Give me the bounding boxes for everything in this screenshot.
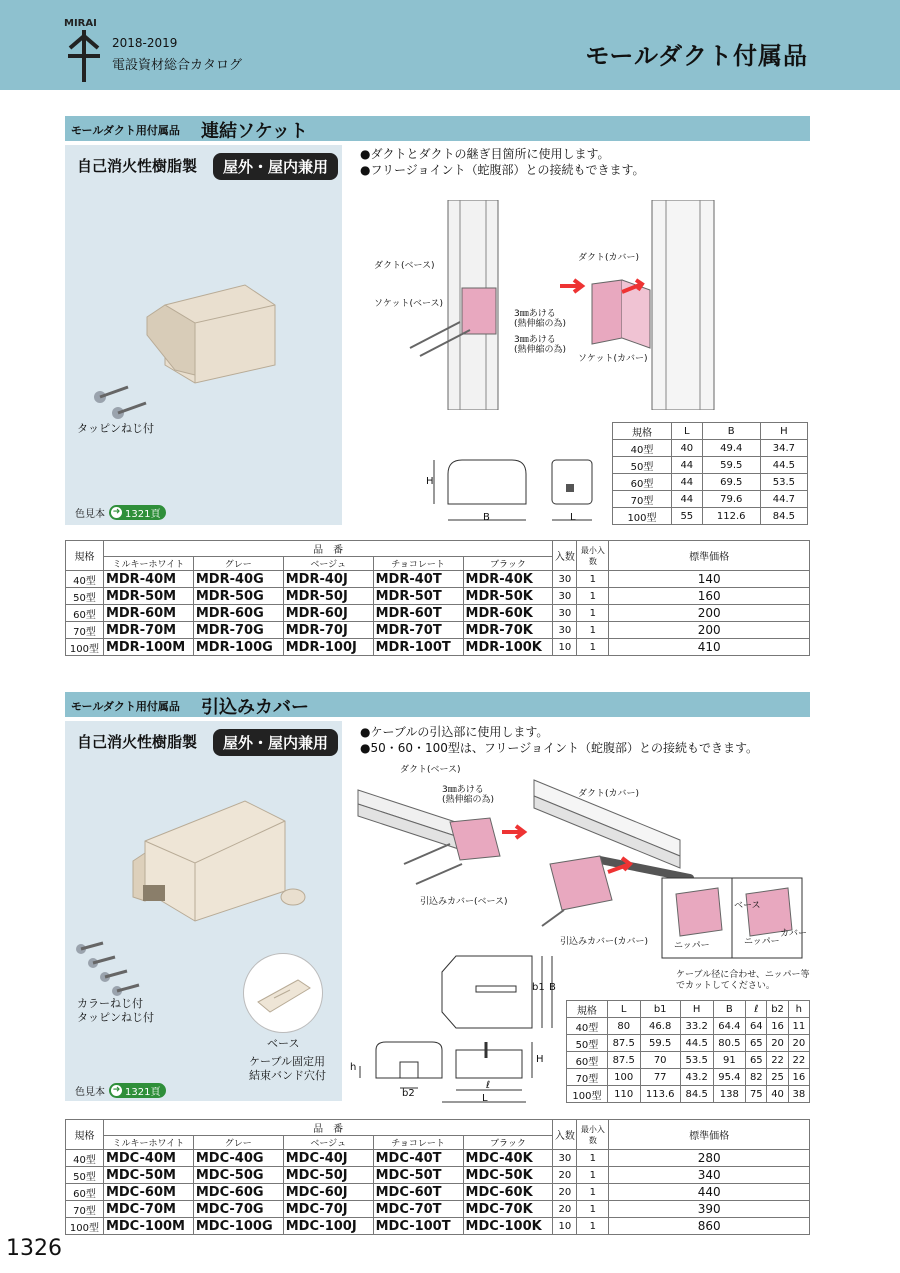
spec-cell: 16 xyxy=(788,1069,809,1086)
spec-cell: 100 xyxy=(607,1069,640,1086)
spec-header: L xyxy=(607,1001,640,1018)
product-code: MDC-100K xyxy=(463,1218,553,1235)
table-row xyxy=(613,474,808,491)
base-note: 結束バンド穴付 xyxy=(249,1069,326,1082)
spec-cell: 70型 xyxy=(567,1069,608,1086)
feature-item: ●50・60・100型は、フリージョイント（蛇腹部）との接続もできます。 xyxy=(360,741,758,755)
feature-list xyxy=(360,146,645,178)
col-min: 最小入数 xyxy=(577,1120,609,1150)
table-row xyxy=(567,1035,810,1052)
screws-image xyxy=(90,383,160,423)
col-size: 規格 xyxy=(66,541,104,571)
spec-cell: 65 xyxy=(746,1052,767,1069)
spec-cell: 25 xyxy=(767,1069,788,1086)
spec-cell: 91 xyxy=(713,1052,746,1069)
spec-cell: 11 xyxy=(788,1018,809,1035)
base-detail-circle xyxy=(243,953,323,1033)
dim-label: H xyxy=(426,476,434,487)
size-cell: 100型 xyxy=(66,1218,104,1235)
price-cell: 280 xyxy=(609,1150,810,1167)
diagram-label: カバー xyxy=(780,929,808,939)
product-code: MDR-40M xyxy=(103,571,193,588)
diagram-label: 引込みカバー(ベース) xyxy=(420,897,508,907)
installation-diagram xyxy=(360,200,760,410)
price-cell: 410 xyxy=(609,639,810,656)
spec-cell: 87.5 xyxy=(607,1052,640,1069)
table-row xyxy=(66,622,810,639)
feature-list xyxy=(360,724,758,756)
spec-header: H xyxy=(760,423,807,440)
product-code: MDC-60K xyxy=(463,1184,553,1201)
diagram-label: ソケット(ベース) xyxy=(374,299,444,309)
diagram-label: ケーブル径に合わせ、ニッパー等 xyxy=(676,970,810,980)
size-cell: 50型 xyxy=(66,588,104,605)
spec-cell: 44.5 xyxy=(760,457,807,474)
price-cell: 200 xyxy=(609,605,810,622)
color-ref-link[interactable] xyxy=(109,505,166,520)
product-code: MDR-100J xyxy=(283,639,373,656)
spec-cell: 95.4 xyxy=(713,1069,746,1086)
color-ref-label: 色見本 xyxy=(75,1087,105,1098)
dim-label: h xyxy=(350,1062,357,1073)
spec-cell: 44 xyxy=(671,474,702,491)
product-code: MDR-70J xyxy=(283,622,373,639)
product-code: MDC-60M xyxy=(103,1184,193,1201)
qty-cell: 20 xyxy=(553,1167,577,1184)
spec-cell: 80.5 xyxy=(713,1035,746,1052)
spec-cell: 113.6 xyxy=(640,1086,680,1103)
price-cell: 440 xyxy=(609,1184,810,1201)
feature-item: ●フリージョイント（蛇腹部）との接続もできます。 xyxy=(360,163,645,177)
price-cell: 390 xyxy=(609,1201,810,1218)
spec-header: 規格 xyxy=(613,423,672,440)
product-photo-panel xyxy=(65,145,342,525)
spec-cell: 60型 xyxy=(567,1052,608,1069)
base-note: ケーブル固定用 xyxy=(249,1055,326,1068)
product-table xyxy=(65,540,810,656)
usage-badge: 屋外・屋内兼用 xyxy=(213,153,338,180)
section-category: モールダクト用付属品 xyxy=(71,700,180,713)
diagram-label: でカットしてください。 xyxy=(676,981,775,991)
product-code: MDR-70M xyxy=(103,622,193,639)
product-code: MDC-100T xyxy=(373,1218,463,1235)
spec-cell: 40 xyxy=(671,440,702,457)
col-color: グレー xyxy=(193,1136,283,1150)
qty-cell: 10 xyxy=(553,639,577,656)
spec-cell: 79.6 xyxy=(702,491,760,508)
diagram-label: (熱伸縮の為) xyxy=(514,345,567,355)
dim-label: b2 xyxy=(402,1088,415,1099)
brand-text: MIRAI xyxy=(64,18,97,29)
min-qty-cell: 1 xyxy=(577,622,609,639)
min-qty-cell: 1 xyxy=(577,1167,609,1184)
material-label: 自己消火性樹脂製 xyxy=(77,157,198,175)
product-code: MDR-60K xyxy=(463,605,553,622)
product-code: MDR-50G xyxy=(193,588,283,605)
product-code: MDR-40T xyxy=(373,571,463,588)
product-code: MDC-60G xyxy=(193,1184,283,1201)
spec-table xyxy=(612,422,808,525)
spec-cell: 22 xyxy=(767,1052,788,1069)
spec-header: b2 xyxy=(767,1001,788,1018)
table-row xyxy=(613,491,808,508)
spec-cell: 59.5 xyxy=(640,1035,680,1052)
col-color: ミルキーホワイト xyxy=(103,1136,193,1150)
product-code: MDC-40G xyxy=(193,1150,283,1167)
col-color: グレー xyxy=(193,557,283,571)
spec-cell: 50型 xyxy=(613,457,672,474)
spec-cell: 75 xyxy=(746,1086,767,1103)
table-row xyxy=(66,1150,810,1167)
feature-item: ●ケーブルの引込部に使用します。 xyxy=(360,725,549,739)
product-code: MDC-40T xyxy=(373,1150,463,1167)
spec-cell: 49.4 xyxy=(702,440,760,457)
table-row xyxy=(66,605,810,622)
table-row xyxy=(567,1069,810,1086)
base-label: ベース xyxy=(267,1037,300,1050)
spec-cell: 40型 xyxy=(567,1018,608,1035)
min-qty-cell: 1 xyxy=(577,1201,609,1218)
spec-header: B xyxy=(702,423,760,440)
table-row xyxy=(66,1218,810,1235)
spec-cell: 100型 xyxy=(567,1086,608,1103)
arrow-right-icon: ➜ xyxy=(112,507,121,517)
col-qty: 入数 xyxy=(553,1120,577,1150)
size-cell: 100型 xyxy=(66,639,104,656)
min-qty-cell: 1 xyxy=(577,588,609,605)
spec-cell: 65 xyxy=(746,1035,767,1052)
color-ref-label: 色見本 xyxy=(75,509,105,520)
product-code: MDC-70M xyxy=(103,1201,193,1218)
product-code: MDC-50G xyxy=(193,1167,283,1184)
diagram-label: 3㎜あける xyxy=(514,309,556,319)
size-cell: 50型 xyxy=(66,1167,104,1184)
min-qty-cell: 1 xyxy=(577,1184,609,1201)
product-code: MDR-60G xyxy=(193,605,283,622)
catalog-name: 電設資材総合カタログ xyxy=(112,58,243,73)
spec-cell: 43.2 xyxy=(680,1069,713,1086)
table-row xyxy=(66,571,810,588)
product-code: MDR-50J xyxy=(283,588,373,605)
section-bar-socket xyxy=(65,116,810,141)
screw-label: タッピンねじ付 xyxy=(77,422,154,435)
color-reference xyxy=(75,505,166,520)
size-cell: 40型 xyxy=(66,1150,104,1167)
table-row xyxy=(66,1184,810,1201)
spec-cell: 64.4 xyxy=(713,1018,746,1035)
product-code: MDC-70T xyxy=(373,1201,463,1218)
dim-label: H xyxy=(536,1054,544,1065)
product-code: MDR-100K xyxy=(463,639,553,656)
color-ref-link[interactable] xyxy=(109,1083,166,1098)
dim-label: L xyxy=(570,512,576,523)
spec-header: L xyxy=(671,423,702,440)
spec-cell: 53.5 xyxy=(760,474,807,491)
col-price: 標準価格 xyxy=(609,1120,810,1150)
size-cell: 60型 xyxy=(66,605,104,622)
spec-cell: 20 xyxy=(788,1035,809,1052)
spec-header: h xyxy=(788,1001,809,1018)
spec-cell: 22 xyxy=(788,1052,809,1069)
product-code: MDR-60J xyxy=(283,605,373,622)
min-qty-cell: 1 xyxy=(577,605,609,622)
spec-cell: 55 xyxy=(671,508,702,525)
dim-label: b1 xyxy=(532,982,545,993)
col-color: ブラック xyxy=(463,1136,553,1150)
col-product: 品 番 xyxy=(103,541,552,557)
diagram-label: ソケット(カバー) xyxy=(578,354,648,364)
table-row xyxy=(567,1018,810,1035)
qty-cell: 20 xyxy=(553,1201,577,1218)
product-code: MDR-100M xyxy=(103,639,193,656)
spec-cell: 69.5 xyxy=(702,474,760,491)
size-cell: 60型 xyxy=(66,1184,104,1201)
diagram-label: ダクト(カバー) xyxy=(578,789,640,799)
min-qty-cell: 1 xyxy=(577,1150,609,1167)
socket-product-image xyxy=(135,275,285,385)
col-product: 品 番 xyxy=(103,1120,552,1136)
diagram-label: (熱伸縮の為) xyxy=(514,319,567,329)
qty-cell: 30 xyxy=(553,588,577,605)
table-row xyxy=(613,457,808,474)
mirai-logo xyxy=(62,14,106,84)
diagram-label: (熱伸縮の為) xyxy=(442,795,495,805)
spec-cell: 34.7 xyxy=(760,440,807,457)
size-cell: 70型 xyxy=(66,622,104,639)
dim-label: L xyxy=(482,1093,488,1104)
color-ref-page: 1321頁 xyxy=(125,1087,161,1098)
spec-cell: 20 xyxy=(767,1035,788,1052)
spec-cell: 40 xyxy=(767,1086,788,1103)
diagram-label: ニッパー xyxy=(744,937,780,947)
product-photo-panel xyxy=(65,721,342,1101)
product-code: MDC-40J xyxy=(283,1150,373,1167)
dim-label: B xyxy=(549,982,556,993)
usage-badge: 屋外・屋内兼用 xyxy=(213,729,338,756)
col-color: ベージュ xyxy=(283,1136,373,1150)
product-code: MDC-70K xyxy=(463,1201,553,1218)
diagram-label: ダクト(ベース) xyxy=(400,765,461,775)
spec-header: H xyxy=(680,1001,713,1018)
catalog-year: 2018-2019 xyxy=(112,36,178,50)
table-row xyxy=(66,639,810,656)
product-code: MDR-100G xyxy=(193,639,283,656)
spec-header: 規格 xyxy=(567,1001,608,1018)
qty-cell: 30 xyxy=(553,605,577,622)
product-code: MDC-100J xyxy=(283,1218,373,1235)
color-reference xyxy=(75,1083,166,1098)
product-code: MDC-60J xyxy=(283,1184,373,1201)
diagram-label: ベース xyxy=(734,901,761,911)
col-size: 規格 xyxy=(66,1120,104,1150)
col-color: ベージュ xyxy=(283,557,373,571)
product-code: MDR-60T xyxy=(373,605,463,622)
size-cell: 40型 xyxy=(66,571,104,588)
table-row xyxy=(66,1167,810,1184)
price-cell: 160 xyxy=(609,588,810,605)
spec-cell: 40型 xyxy=(613,440,672,457)
section-category: モールダクト用付属品 xyxy=(71,124,180,137)
product-code: MDC-50T xyxy=(373,1167,463,1184)
product-code: MDC-50J xyxy=(283,1167,373,1184)
table-row xyxy=(613,440,808,457)
section-title: 連結ソケット xyxy=(201,121,308,142)
price-cell: 340 xyxy=(609,1167,810,1184)
product-code: MDC-70J xyxy=(283,1201,373,1218)
qty-cell: 30 xyxy=(553,1150,577,1167)
qty-cell: 20 xyxy=(553,1184,577,1201)
product-code: MDR-70T xyxy=(373,622,463,639)
col-color: ミルキーホワイト xyxy=(103,557,193,571)
spec-cell: 44.7 xyxy=(760,491,807,508)
feature-item: ●ダクトとダクトの継ぎ目箇所に使用します。 xyxy=(360,147,610,161)
qty-cell: 30 xyxy=(553,571,577,588)
min-qty-cell: 1 xyxy=(577,639,609,656)
spec-cell: 60型 xyxy=(613,474,672,491)
spec-cell: 44 xyxy=(671,491,702,508)
color-ref-page: 1321頁 xyxy=(125,509,161,520)
section-title: 引込みカバー xyxy=(201,697,309,718)
spec-cell: 70型 xyxy=(613,491,672,508)
spec-cell: 59.5 xyxy=(702,457,760,474)
min-qty-cell: 1 xyxy=(577,1218,609,1235)
page-title: モールダクト付属品 xyxy=(585,42,808,70)
product-code: MDR-50M xyxy=(103,588,193,605)
product-table xyxy=(65,1119,810,1235)
product-code: MDC-50M xyxy=(103,1167,193,1184)
table-row xyxy=(567,1086,810,1103)
diagram-label: 3㎜あける xyxy=(514,335,556,345)
spec-cell: 84.5 xyxy=(680,1086,713,1103)
dimension-drawing xyxy=(420,450,600,530)
price-cell: 140 xyxy=(609,571,810,588)
product-code: MDC-70G xyxy=(193,1201,283,1218)
table-row xyxy=(66,588,810,605)
dimension-drawing xyxy=(346,950,560,1110)
product-code: MDR-50K xyxy=(463,588,553,605)
col-color: チョコレート xyxy=(373,1136,463,1150)
product-code: MDR-40G xyxy=(193,571,283,588)
diagram-label: 引込みカバー(カバー) xyxy=(560,937,649,947)
spec-cell: 87.5 xyxy=(607,1035,640,1052)
spec-cell: 138 xyxy=(713,1086,746,1103)
spec-cell: 84.5 xyxy=(760,508,807,525)
dim-label: B xyxy=(483,512,490,523)
spec-cell: 38 xyxy=(788,1086,809,1103)
product-code: MDC-40M xyxy=(103,1150,193,1167)
dim-label: ℓ xyxy=(486,1080,491,1091)
size-cell: 70型 xyxy=(66,1201,104,1218)
table-row xyxy=(613,508,808,525)
spec-header: B xyxy=(713,1001,746,1018)
spec-cell: 80 xyxy=(607,1018,640,1035)
spec-cell: 100型 xyxy=(613,508,672,525)
spec-cell: 44 xyxy=(671,457,702,474)
qty-cell: 10 xyxy=(553,1218,577,1235)
product-code: MDR-70G xyxy=(193,622,283,639)
min-qty-cell: 1 xyxy=(577,571,609,588)
diagram-label: ニッパー xyxy=(674,941,710,951)
product-code: MDC-50K xyxy=(463,1167,553,1184)
screw-label: カラーねじ付 xyxy=(77,997,143,1010)
spec-cell: 82 xyxy=(746,1069,767,1086)
product-code: MDR-40J xyxy=(283,571,373,588)
screws-image xyxy=(73,941,153,1001)
section-bar-cover xyxy=(65,692,810,717)
col-color: チョコレート xyxy=(373,557,463,571)
table-row xyxy=(567,1052,810,1069)
product-code: MDC-100G xyxy=(193,1218,283,1235)
product-code: MDR-60M xyxy=(103,605,193,622)
price-cell: 200 xyxy=(609,622,810,639)
product-code: MDR-50T xyxy=(373,588,463,605)
arrow-right-icon: ➜ xyxy=(112,1085,121,1095)
diagram-label: ダクト(ベース) xyxy=(374,261,435,271)
spec-cell: 33.2 xyxy=(680,1018,713,1035)
spec-cell: 53.5 xyxy=(680,1052,713,1069)
page-number: 1326 xyxy=(6,1236,62,1261)
spec-cell: 50型 xyxy=(567,1035,608,1052)
diagram-label: ダクト(カバー) xyxy=(578,253,640,263)
cover-product-image xyxy=(125,781,315,931)
material-label: 自己消火性樹脂製 xyxy=(77,733,198,751)
spec-cell: 16 xyxy=(767,1018,788,1035)
page-header xyxy=(0,0,900,90)
product-code: MDR-70K xyxy=(463,622,553,639)
screw-label: タッピンねじ付 xyxy=(77,1011,154,1024)
col-qty: 入数 xyxy=(553,541,577,571)
col-color: ブラック xyxy=(463,557,553,571)
spec-cell: 44.5 xyxy=(680,1035,713,1052)
spec-cell: 77 xyxy=(640,1069,680,1086)
qty-cell: 30 xyxy=(553,622,577,639)
spec-cell: 110 xyxy=(607,1086,640,1103)
product-code: MDC-100M xyxy=(103,1218,193,1235)
spec-table xyxy=(566,1000,810,1103)
col-min: 最小入数 xyxy=(577,541,609,571)
table-row xyxy=(66,1201,810,1218)
spec-header: b1 xyxy=(640,1001,680,1018)
spec-cell: 70 xyxy=(640,1052,680,1069)
col-price: 標準価格 xyxy=(609,541,810,571)
spec-cell: 46.8 xyxy=(640,1018,680,1035)
price-cell: 860 xyxy=(609,1218,810,1235)
product-code: MDR-40K xyxy=(463,571,553,588)
product-code: MDC-60T xyxy=(373,1184,463,1201)
spec-cell: 64 xyxy=(746,1018,767,1035)
spec-header: ℓ xyxy=(746,1001,767,1018)
spec-cell: 112.6 xyxy=(702,508,760,525)
product-code: MDR-100T xyxy=(373,639,463,656)
product-code: MDC-40K xyxy=(463,1150,553,1167)
diagram-label: 3㎜あける xyxy=(442,785,484,795)
